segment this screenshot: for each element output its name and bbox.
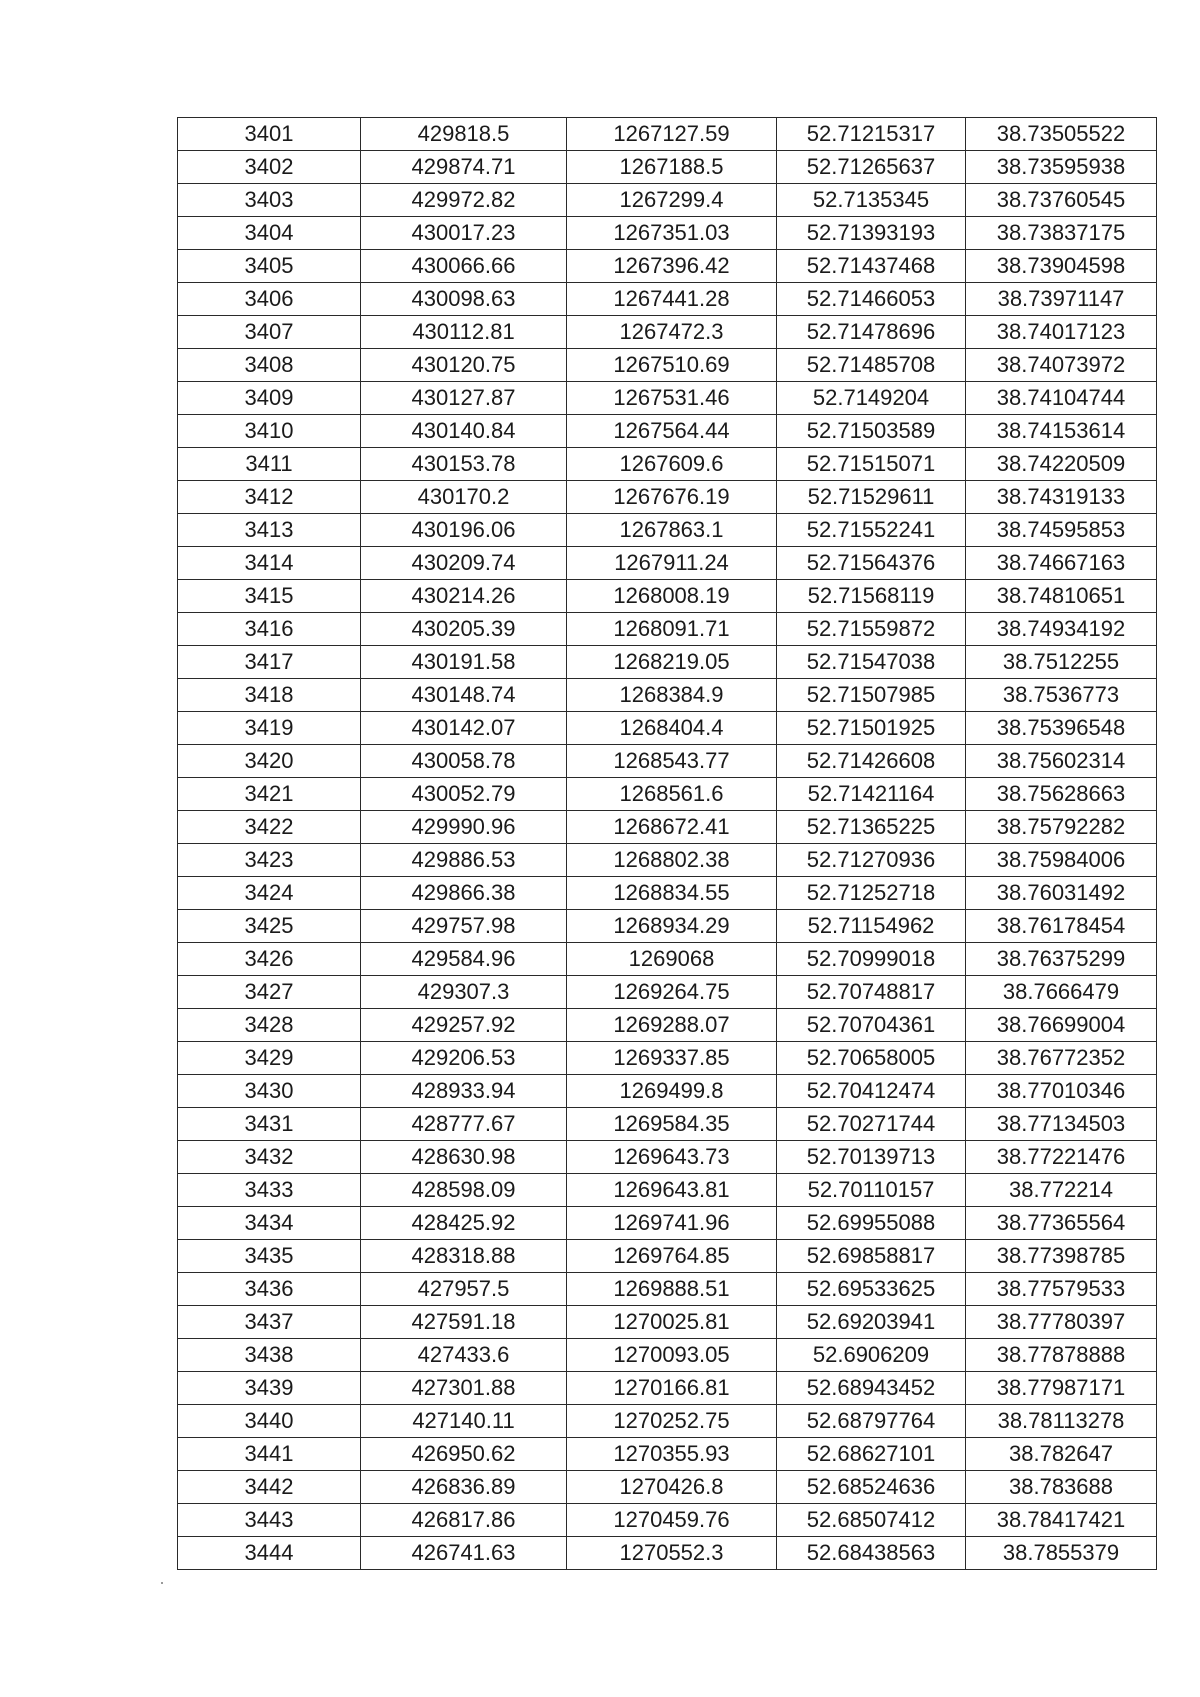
x-coordinate-cell: 430140.84 (361, 415, 567, 448)
table-row (178, 844, 1157, 877)
table-row (178, 415, 1157, 448)
y-coordinate-cell: 1267676.19 (567, 481, 777, 514)
table-row (178, 877, 1157, 910)
latitude-cell: 52.70139713 (777, 1141, 966, 1174)
latitude-cell: 52.71426608 (777, 745, 966, 778)
latitude-cell: 52.71564376 (777, 547, 966, 580)
latitude-cell: 52.70748817 (777, 976, 966, 1009)
point-number-cell: 3441 (178, 1438, 361, 1471)
longitude-cell: 38.78113278 (966, 1405, 1157, 1438)
x-coordinate-cell: 430066.66 (361, 250, 567, 283)
longitude-cell: 38.7512255 (966, 646, 1157, 679)
longitude-cell: 38.74073972 (966, 349, 1157, 382)
point-number-cell: 3423 (178, 844, 361, 877)
x-coordinate-cell: 430196.06 (361, 514, 567, 547)
point-number-cell: 3411 (178, 448, 361, 481)
x-coordinate-cell: 428318.88 (361, 1240, 567, 1273)
table-row (178, 679, 1157, 712)
point-number-cell: 3420 (178, 745, 361, 778)
x-coordinate-cell: 428777.67 (361, 1108, 567, 1141)
x-coordinate-cell: 430120.75 (361, 349, 567, 382)
y-coordinate-cell: 1270426.8 (567, 1471, 777, 1504)
table-row (178, 1240, 1157, 1273)
longitude-cell: 38.74810651 (966, 580, 1157, 613)
y-coordinate-cell: 1268091.71 (567, 613, 777, 646)
point-number-cell: 3440 (178, 1405, 361, 1438)
y-coordinate-cell: 1269764.85 (567, 1240, 777, 1273)
point-number-cell: 3428 (178, 1009, 361, 1042)
point-number-cell: 3432 (178, 1141, 361, 1174)
x-coordinate-cell: 430191.58 (361, 646, 567, 679)
latitude-cell: 52.71485708 (777, 349, 966, 382)
latitude-cell: 52.71365225 (777, 811, 966, 844)
x-coordinate-cell: 430148.74 (361, 679, 567, 712)
point-number-cell: 3417 (178, 646, 361, 679)
point-number-cell: 3444 (178, 1537, 361, 1570)
longitude-cell: 38.77579533 (966, 1273, 1157, 1306)
x-coordinate-cell: 429874.71 (361, 151, 567, 184)
table-row (178, 118, 1157, 151)
table-row (178, 976, 1157, 1009)
point-number-cell: 3442 (178, 1471, 361, 1504)
point-number-cell: 3401 (178, 118, 361, 151)
y-coordinate-cell: 1267351.03 (567, 217, 777, 250)
longitude-cell: 38.76031492 (966, 877, 1157, 910)
longitude-cell: 38.783688 (966, 1471, 1157, 1504)
latitude-cell: 52.70110157 (777, 1174, 966, 1207)
table-row (178, 151, 1157, 184)
y-coordinate-cell: 1269643.81 (567, 1174, 777, 1207)
latitude-cell: 52.71154962 (777, 910, 966, 943)
latitude-cell: 52.69858817 (777, 1240, 966, 1273)
point-number-cell: 3409 (178, 382, 361, 415)
point-number-cell: 3437 (178, 1306, 361, 1339)
longitude-cell: 38.73595938 (966, 151, 1157, 184)
latitude-cell: 52.71559872 (777, 613, 966, 646)
point-number-cell: 3421 (178, 778, 361, 811)
latitude-cell: 52.71529611 (777, 481, 966, 514)
x-coordinate-cell: 427957.5 (361, 1273, 567, 1306)
longitude-cell: 38.74017123 (966, 316, 1157, 349)
point-number-cell: 3405 (178, 250, 361, 283)
table-row (178, 745, 1157, 778)
point-number-cell: 3424 (178, 877, 361, 910)
latitude-cell: 52.7149204 (777, 382, 966, 415)
longitude-cell: 38.75602314 (966, 745, 1157, 778)
y-coordinate-cell: 1268543.77 (567, 745, 777, 778)
table-row (178, 1141, 1157, 1174)
point-number-cell: 3435 (178, 1240, 361, 1273)
table-row (178, 217, 1157, 250)
table-row (178, 1207, 1157, 1240)
longitude-cell: 38.77987171 (966, 1372, 1157, 1405)
x-coordinate-cell: 429584.96 (361, 943, 567, 976)
longitude-cell: 38.73760545 (966, 184, 1157, 217)
table-row (178, 1504, 1157, 1537)
table-row (178, 1075, 1157, 1108)
y-coordinate-cell: 1268008.19 (567, 580, 777, 613)
x-coordinate-cell: 430112.81 (361, 316, 567, 349)
x-coordinate-cell: 430153.78 (361, 448, 567, 481)
longitude-cell: 38.75984006 (966, 844, 1157, 877)
point-number-cell: 3412 (178, 481, 361, 514)
longitude-cell: 38.77221476 (966, 1141, 1157, 1174)
point-number-cell: 3433 (178, 1174, 361, 1207)
table-row (178, 1108, 1157, 1141)
y-coordinate-cell: 1267299.4 (567, 184, 777, 217)
x-coordinate-cell: 430142.07 (361, 712, 567, 745)
latitude-cell: 52.71515071 (777, 448, 966, 481)
longitude-cell: 38.7536773 (966, 679, 1157, 712)
point-number-cell: 3429 (178, 1042, 361, 1075)
x-coordinate-cell: 430017.23 (361, 217, 567, 250)
point-number-cell: 3426 (178, 943, 361, 976)
point-number-cell: 3419 (178, 712, 361, 745)
y-coordinate-cell: 1268384.9 (567, 679, 777, 712)
latitude-cell: 52.71547038 (777, 646, 966, 679)
y-coordinate-cell: 1270025.81 (567, 1306, 777, 1339)
y-coordinate-cell: 1267609.6 (567, 448, 777, 481)
longitude-cell: 38.7666479 (966, 976, 1157, 1009)
x-coordinate-cell: 429818.5 (361, 118, 567, 151)
latitude-cell: 52.7135345 (777, 184, 966, 217)
longitude-cell: 38.75396548 (966, 712, 1157, 745)
table-row (178, 1273, 1157, 1306)
longitude-cell: 38.75792282 (966, 811, 1157, 844)
point-number-cell: 3413 (178, 514, 361, 547)
table-row (178, 1405, 1157, 1438)
latitude-cell: 52.70999018 (777, 943, 966, 976)
longitude-cell: 38.73971147 (966, 283, 1157, 316)
x-coordinate-cell: 429307.3 (361, 976, 567, 1009)
x-coordinate-cell: 429757.98 (361, 910, 567, 943)
table-row (178, 1042, 1157, 1075)
point-number-cell: 3406 (178, 283, 361, 316)
y-coordinate-cell: 1269068 (567, 943, 777, 976)
x-coordinate-cell: 428933.94 (361, 1075, 567, 1108)
x-coordinate-cell: 430058.78 (361, 745, 567, 778)
y-coordinate-cell: 1270093.05 (567, 1339, 777, 1372)
x-coordinate-cell: 430098.63 (361, 283, 567, 316)
longitude-cell: 38.77010346 (966, 1075, 1157, 1108)
longitude-cell: 38.77134503 (966, 1108, 1157, 1141)
table-row (178, 943, 1157, 976)
latitude-cell: 52.70271744 (777, 1108, 966, 1141)
point-number-cell: 3403 (178, 184, 361, 217)
x-coordinate-cell: 429257.92 (361, 1009, 567, 1042)
point-number-cell: 3439 (178, 1372, 361, 1405)
y-coordinate-cell: 1270459.76 (567, 1504, 777, 1537)
longitude-cell: 38.78417421 (966, 1504, 1157, 1537)
table-row (178, 811, 1157, 844)
y-coordinate-cell: 1267127.59 (567, 118, 777, 151)
y-coordinate-cell: 1270252.75 (567, 1405, 777, 1438)
y-coordinate-cell: 1269584.35 (567, 1108, 777, 1141)
y-coordinate-cell: 1267911.24 (567, 547, 777, 580)
x-coordinate-cell: 430127.87 (361, 382, 567, 415)
y-coordinate-cell: 1268834.55 (567, 877, 777, 910)
table-row (178, 382, 1157, 415)
latitude-cell: 52.71507985 (777, 679, 966, 712)
x-coordinate-cell: 429972.82 (361, 184, 567, 217)
longitude-cell: 38.77780397 (966, 1306, 1157, 1339)
latitude-cell: 52.71568119 (777, 580, 966, 613)
latitude-cell: 52.71265637 (777, 151, 966, 184)
point-number-cell: 3425 (178, 910, 361, 943)
y-coordinate-cell: 1268672.41 (567, 811, 777, 844)
latitude-cell: 52.71270936 (777, 844, 966, 877)
table-row (178, 910, 1157, 943)
longitude-cell: 38.75628663 (966, 778, 1157, 811)
table-row (178, 1009, 1157, 1042)
y-coordinate-cell: 1269288.07 (567, 1009, 777, 1042)
table-row (178, 778, 1157, 811)
point-number-cell: 3436 (178, 1273, 361, 1306)
y-coordinate-cell: 1267396.42 (567, 250, 777, 283)
table-row (178, 1306, 1157, 1339)
longitude-cell: 38.73505522 (966, 118, 1157, 151)
latitude-cell: 52.71503589 (777, 415, 966, 448)
latitude-cell: 52.70412474 (777, 1075, 966, 1108)
point-number-cell: 3408 (178, 349, 361, 382)
longitude-cell: 38.76699004 (966, 1009, 1157, 1042)
table-row (178, 1471, 1157, 1504)
table-row (178, 1537, 1157, 1570)
longitude-cell: 38.74104744 (966, 382, 1157, 415)
table-row (178, 448, 1157, 481)
x-coordinate-cell: 428630.98 (361, 1141, 567, 1174)
point-number-cell: 3434 (178, 1207, 361, 1240)
x-coordinate-cell: 429866.38 (361, 877, 567, 910)
longitude-cell: 38.782647 (966, 1438, 1157, 1471)
table-row (178, 547, 1157, 580)
y-coordinate-cell: 1268802.38 (567, 844, 777, 877)
coordinates-table (177, 117, 1157, 1570)
point-number-cell: 3438 (178, 1339, 361, 1372)
latitude-cell: 52.71393193 (777, 217, 966, 250)
y-coordinate-cell: 1268404.4 (567, 712, 777, 745)
latitude-cell: 52.71478696 (777, 316, 966, 349)
y-coordinate-cell: 1267531.46 (567, 382, 777, 415)
latitude-cell: 52.71421164 (777, 778, 966, 811)
y-coordinate-cell: 1269643.73 (567, 1141, 777, 1174)
y-coordinate-cell: 1267863.1 (567, 514, 777, 547)
y-coordinate-cell: 1267188.5 (567, 151, 777, 184)
table-row (178, 250, 1157, 283)
y-coordinate-cell: 1270355.93 (567, 1438, 777, 1471)
latitude-cell: 52.68507412 (777, 1504, 966, 1537)
y-coordinate-cell: 1269337.85 (567, 1042, 777, 1075)
x-coordinate-cell: 426741.63 (361, 1537, 567, 1570)
table-row (178, 316, 1157, 349)
longitude-cell: 38.77878888 (966, 1339, 1157, 1372)
x-coordinate-cell: 430205.39 (361, 613, 567, 646)
x-coordinate-cell: 429990.96 (361, 811, 567, 844)
longitude-cell: 38.77398785 (966, 1240, 1157, 1273)
longitude-cell: 38.76772352 (966, 1042, 1157, 1075)
y-coordinate-cell: 1269888.51 (567, 1273, 777, 1306)
latitude-cell: 52.69203941 (777, 1306, 966, 1339)
longitude-cell: 38.74319133 (966, 481, 1157, 514)
x-coordinate-cell: 427433.6 (361, 1339, 567, 1372)
point-number-cell: 3430 (178, 1075, 361, 1108)
latitude-cell: 52.70704361 (777, 1009, 966, 1042)
latitude-cell: 52.68627101 (777, 1438, 966, 1471)
x-coordinate-cell: 430209.74 (361, 547, 567, 580)
x-coordinate-cell: 427591.18 (361, 1306, 567, 1339)
x-coordinate-cell: 429886.53 (361, 844, 567, 877)
table-row (178, 712, 1157, 745)
scan-speck (161, 1582, 163, 1584)
table-row (178, 1339, 1157, 1372)
x-coordinate-cell: 428425.92 (361, 1207, 567, 1240)
point-number-cell: 3404 (178, 217, 361, 250)
x-coordinate-cell: 427140.11 (361, 1405, 567, 1438)
table-row (178, 349, 1157, 382)
longitude-cell: 38.74153614 (966, 415, 1157, 448)
x-coordinate-cell: 427301.88 (361, 1372, 567, 1405)
x-coordinate-cell: 429206.53 (361, 1042, 567, 1075)
table-row (178, 1438, 1157, 1471)
x-coordinate-cell: 426817.86 (361, 1504, 567, 1537)
latitude-cell: 52.69533625 (777, 1273, 966, 1306)
table-row (178, 580, 1157, 613)
y-coordinate-cell: 1269741.96 (567, 1207, 777, 1240)
latitude-cell: 52.71437468 (777, 250, 966, 283)
point-number-cell: 3407 (178, 316, 361, 349)
y-coordinate-cell: 1269264.75 (567, 976, 777, 1009)
point-number-cell: 3418 (178, 679, 361, 712)
table-row (178, 1372, 1157, 1405)
y-coordinate-cell: 1269499.8 (567, 1075, 777, 1108)
longitude-cell: 38.76178454 (966, 910, 1157, 943)
x-coordinate-cell: 430170.2 (361, 481, 567, 514)
longitude-cell: 38.73904598 (966, 250, 1157, 283)
longitude-cell: 38.74220509 (966, 448, 1157, 481)
x-coordinate-cell: 430052.79 (361, 778, 567, 811)
x-coordinate-cell: 428598.09 (361, 1174, 567, 1207)
table-row (178, 514, 1157, 547)
point-number-cell: 3443 (178, 1504, 361, 1537)
y-coordinate-cell: 1268934.29 (567, 910, 777, 943)
y-coordinate-cell: 1267441.28 (567, 283, 777, 316)
longitude-cell: 38.74595853 (966, 514, 1157, 547)
y-coordinate-cell: 1270552.3 (567, 1537, 777, 1570)
y-coordinate-cell: 1268219.05 (567, 646, 777, 679)
longitude-cell: 38.7855379 (966, 1537, 1157, 1570)
y-coordinate-cell: 1267510.69 (567, 349, 777, 382)
latitude-cell: 52.71552241 (777, 514, 966, 547)
table-row (178, 613, 1157, 646)
longitude-cell: 38.76375299 (966, 943, 1157, 976)
latitude-cell: 52.70658005 (777, 1042, 966, 1075)
latitude-cell: 52.68943452 (777, 1372, 966, 1405)
point-number-cell: 3410 (178, 415, 361, 448)
longitude-cell: 38.772214 (966, 1174, 1157, 1207)
latitude-cell: 52.68524636 (777, 1471, 966, 1504)
point-number-cell: 3427 (178, 976, 361, 1009)
point-number-cell: 3422 (178, 811, 361, 844)
point-number-cell: 3414 (178, 547, 361, 580)
latitude-cell: 52.6906209 (777, 1339, 966, 1372)
latitude-cell: 52.68797764 (777, 1405, 966, 1438)
longitude-cell: 38.74667163 (966, 547, 1157, 580)
table-row (178, 481, 1157, 514)
x-coordinate-cell: 426950.62 (361, 1438, 567, 1471)
y-coordinate-cell: 1267472.3 (567, 316, 777, 349)
latitude-cell: 52.69955088 (777, 1207, 966, 1240)
y-coordinate-cell: 1268561.6 (567, 778, 777, 811)
table-row (178, 646, 1157, 679)
x-coordinate-cell: 426836.89 (361, 1471, 567, 1504)
coordinates-table-body (178, 118, 1157, 1570)
longitude-cell: 38.77365564 (966, 1207, 1157, 1240)
point-number-cell: 3402 (178, 151, 361, 184)
latitude-cell: 52.71252718 (777, 877, 966, 910)
point-number-cell: 3415 (178, 580, 361, 613)
y-coordinate-cell: 1270166.81 (567, 1372, 777, 1405)
latitude-cell: 52.71501925 (777, 712, 966, 745)
x-coordinate-cell: 430214.26 (361, 580, 567, 613)
table-row (178, 1174, 1157, 1207)
table-row (178, 184, 1157, 217)
longitude-cell: 38.73837175 (966, 217, 1157, 250)
latitude-cell: 52.71466053 (777, 283, 966, 316)
longitude-cell: 38.74934192 (966, 613, 1157, 646)
point-number-cell: 3431 (178, 1108, 361, 1141)
y-coordinate-cell: 1267564.44 (567, 415, 777, 448)
latitude-cell: 52.68438563 (777, 1537, 966, 1570)
table-row (178, 283, 1157, 316)
point-number-cell: 3416 (178, 613, 361, 646)
latitude-cell: 52.71215317 (777, 118, 966, 151)
